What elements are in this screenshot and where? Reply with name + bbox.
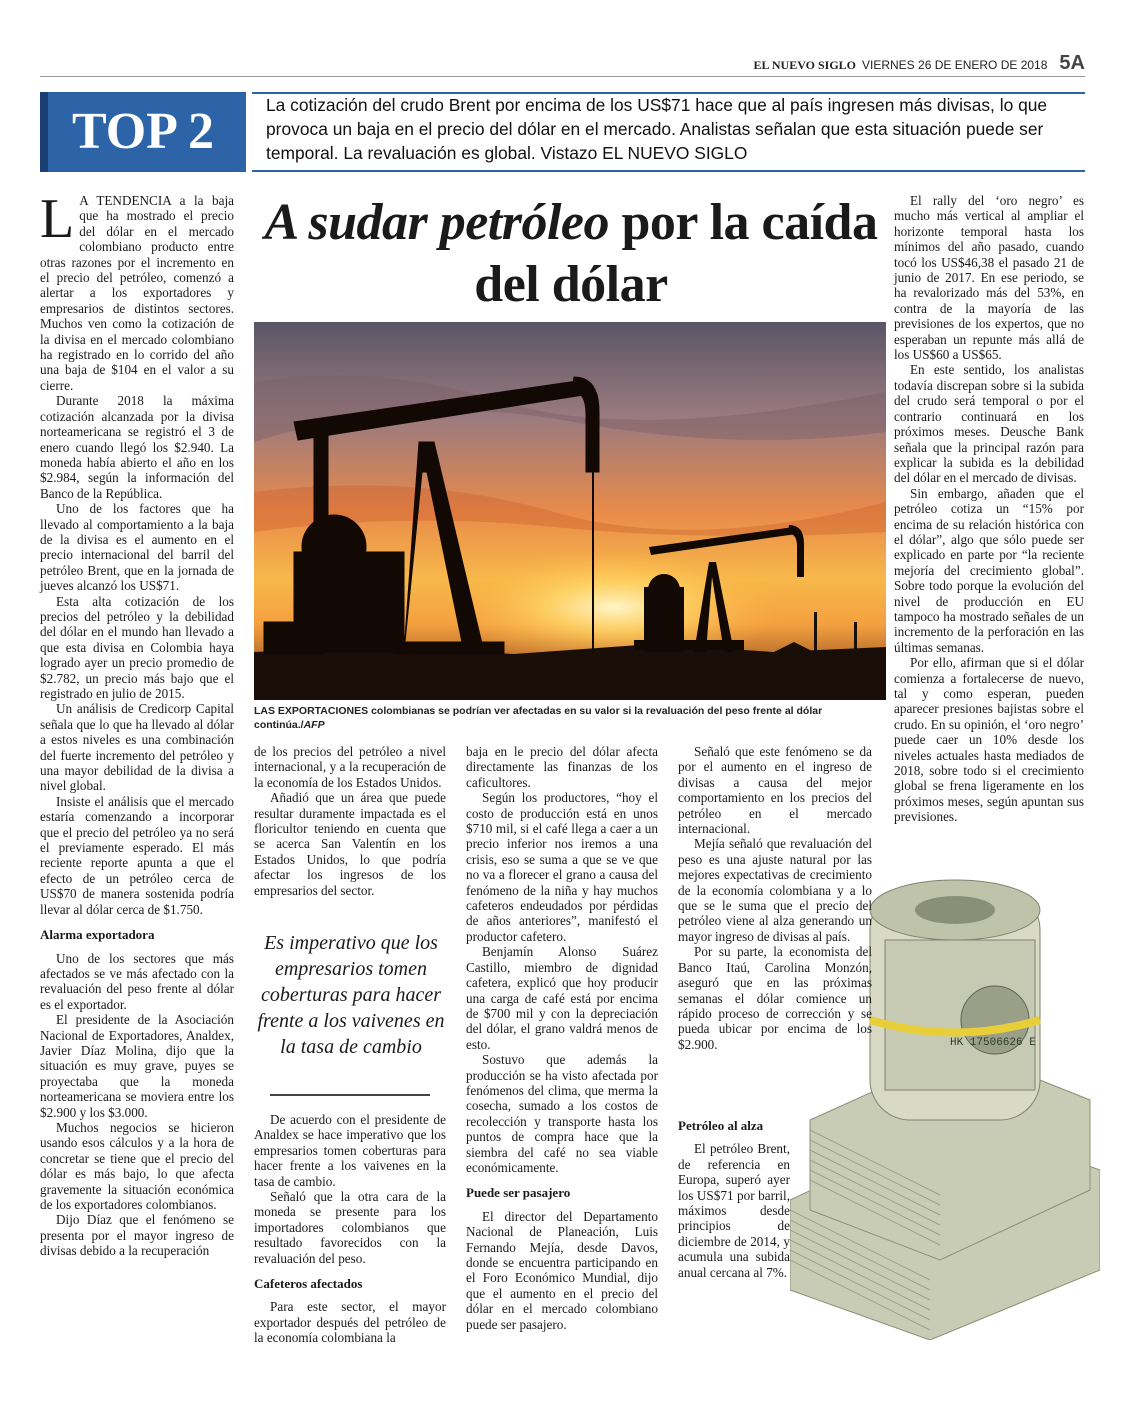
oil-pumpjack-photo xyxy=(254,322,886,700)
pull-quote-rule xyxy=(270,1094,430,1096)
subheading: Puede ser pasajero xyxy=(466,1185,571,1201)
pull-quote: Es imperativo que los empresarios tomen coberturas para hacer frente a los vaivenes en la tasa de cambio xyxy=(257,932,445,1058)
paragraph: de los precios del petróleo a nivel internacional, y a la recuperación de la economía de los Estados Unidos. xyxy=(254,744,446,790)
page-folio xyxy=(754,52,1085,75)
column-2-continued xyxy=(254,1112,446,1346)
paragraph: El rally del ‘oro negro’ es mucho más vertical al ampliar el horizonte temporal hasta los mínimos del año pasado, cuando tocó los US$46,38 el pasado 21 de junio de 2017. En ese periodo, se ha revalorizado más del 53%, en contra de la mayoría de las previsiones de los expertos, que no esperaban un repunte más allá de los US$60 a US$65. xyxy=(894,193,1084,363)
paragraph: Por ello, afirman que si el dólar comienza a fortalecerse de nuevo, tal y como esperan, pueden aparecer presiones bajistas sobre el crudo. En su opinión, el ‘oro negro’ puede caer un 10% desde los niveles actuales hasta mediados de 2018, sobre todo si el crecimiento global se frena ligeramente en los próximos meses, según apuntan sus previsiones. xyxy=(894,655,1084,825)
paragraph: Señaló que la otra cara de la moneda se presente para los importadores colombianos que resultado favorecidos con la revaluación del peso. xyxy=(254,1189,446,1266)
bill-serial: HK 17506626 E xyxy=(950,1037,1036,1049)
paragraph: El presidente de la Asociación Nacional de Exportadores, Analdex, Javier Díaz Molina, dijo que la situación es muy grave, puyes se proyectaba que la moneda norteamericana se moviera entre los $2.900 y los $3.000. xyxy=(40,1012,234,1120)
paragraph: Sostuvo que además la producción se ha visto afectada por fenómenos del clima, que merma la cosecha, sumado a los costos de recolección y transporte hasta los puntos de compra hace que la siembra del café no sea viable económicamente. xyxy=(466,1052,658,1175)
photo-caption: LAS EXPORTACIONES colombianas se podrían ver afectadas en su valor si la revaluación del peso frente al dólar continúa./AFP xyxy=(254,705,823,731)
paragraph: El petróleo Brent, de referencia en Europa, superó ayer los US$71 por barril, máximos desde principios de diciembre de 2014, y acumula una subida anual cercana al 7%. xyxy=(678,1141,790,1280)
issue-date: VIERNES 26 DE ENERO DE 2018 xyxy=(862,58,1048,72)
paragraph: Mejía señaló que revaluación del peso es una ajuste natural por las mejores expectativas de crecimiento de la economía colombiana y a lo que se le suma que el precio del petróleo viene al alza generando un mayor ingreso de divisas al país. xyxy=(678,836,872,944)
paragraph: Para este sector, el mayor exportador después del petróleo de la economía colombiana la xyxy=(254,1299,446,1346)
page-number: 5A xyxy=(1059,52,1085,74)
subheading: Cafeteros afectados xyxy=(254,1276,363,1292)
paragraph: Benjamín Alonso Suárez Castillo, miembro de dignidad cafetera, explicó que hoy producir una carga de café está por encima de $700 mil y con la depreciación del dólar, el grano valdrá menos de esto. xyxy=(466,944,658,1052)
paragraph: Un análisis de Credicorp Capital señala que lo que ha llevado al dólar a estos niveles es una combinación del fuerte incremento del petróleo y una mayor debilidad de la divisa a nivel global. xyxy=(40,701,234,794)
paragraph: Dijo Díaz que el fenómeno se presenta por el mayor ingreso de divisas debido a la recuperación xyxy=(40,1212,234,1259)
drop-cap: L xyxy=(40,188,75,250)
paragraph: Uno de los sectores que más afectados se ve más afectado con la revaluación del peso frente al dólar es el exportador. xyxy=(40,950,234,1012)
subheading: Alarma exportadora xyxy=(40,927,155,943)
paragraph: Añadió que un área que puede resultar duramente impactada es el floricultor teniendo en cuenta que se acerca San Valentín en los Estados Unidos, lo que podría afectar los ingresos de los empresarios del sector. xyxy=(254,790,446,898)
newspaper-name: EL NUEVO SIGLO xyxy=(753,58,856,72)
column-4-continued xyxy=(678,1114,790,1280)
photo-credit: AFP xyxy=(303,719,325,731)
paragraph: Uno de los factores que ha llevado al comportamiento a la baja de la divisa es el aumento en el precio internacional del barril del petróleo Brent, que en la jornada de jueves alcanzó los US$71. xyxy=(40,501,234,594)
paragraph: baja en le precio del dólar afecta directamente las finanzas de los caficultores. xyxy=(466,744,658,790)
paragraph: El director del Departamento Nacional de Planeación, Luis Fernando Mejía, desde Davos, donde se encuentra participando en el Foro Económico Mundial, dijo que el aumento en el precio del dólar en el mercado colombiano puede ser pasajero. xyxy=(466,1208,658,1332)
paragraph: De acuerdo con el presidente de Analdex se hace imperativo que los empresarios tomen coberturas para hacer frente a los vaivenes en la tasa de cambio. xyxy=(254,1112,446,1189)
paragraph: Señaló que este fenómeno se da por el aumento en el ingreso de divisas a causa del mejor comportamiento en los precios del petróleo en el mercado internacional. xyxy=(678,744,872,837)
subheading: Petróleo al alza xyxy=(678,1118,764,1133)
top-rule xyxy=(40,76,1085,77)
paragraph: L A TENDENCIA a la baja que ha mostrado el precio del dólar en el mercado colombiano producto entre otras razones por el incremento en el precio del petróleo, comenzó a alertar a los exportadores y empresarios de distintos sectores. Muchos ven como la cotización de la divisa en el mercado colombiano ha registrado en lo corrido del año una baja de $104 en el valor a su cierre. xyxy=(40,188,234,393)
lead-summary: La cotización del crudo Brent por encima de los US$71 hace que al país ingresen más divisas, lo que provoca un baja en el precio del dólar en el mercado. Analistas señalan que esta situación puede ser temporal. La revaluación es global. Vistazo EL NUEVO SIGLO xyxy=(266,95,1048,163)
column-4 xyxy=(678,744,872,1052)
paragraph: Por su parte, la economista del Banco Itaú, Carolina Monzón, aseguró que en las próximas semanas el dólar comience un rápido proceso de corrección y se pueda ubicar por encima de los $2.900. xyxy=(678,944,872,1052)
column-5 xyxy=(894,193,1084,825)
column-1 xyxy=(40,188,234,1259)
section-label: TOP 2 xyxy=(40,92,246,172)
paragraph: Según los productores, “hoy el costo de producción está en unos $710 mil, si el café llega a caer a un precio inferior nos iremos a una crisis, eso se suma a que se ve que no va a florecer el grano a causa del fenómeno de la niña y hay muchos cafeteros endeudados por pérdidas de años anteriores”, manifestó el productor cafetero. xyxy=(466,790,658,944)
column-2 xyxy=(254,744,446,898)
paragraph: Sin embargo, añaden que el petróleo cotiza un “15% por encima de su relación histórica con el dólar”, algo que sólo puede ser explicado en parte por “la reciente mejoría del crecimiento global”. Sobre todo porque la evolución del nivel de producción en EU tampoco ha mostrado señales de un incremento de la perforación en las últimas semanas. xyxy=(894,485,1084,655)
paragraph: En este sentido, los analistas todavía discrepan sobre si la subida del crudo será temporal o por el contrario continuará en los próximos meses. Deusche Bank señala que la principal razón para explicar la subida es la debilidad del dólar en el mercado de divisas. xyxy=(894,362,1084,486)
paragraph: Esta alta cotización de los precios del petróleo y la debilidad del dólar en el mundo han llevado a que esta divisa en Colombia haya logrado ayer un precio promedio de $2.782, un precio más bajo que el registrado en julio de 2015. xyxy=(40,593,234,701)
paragraph: Durante 2018 la máxima cotización alcanzada por la divisa norteamericana se registró el 3 de enero cuando llegó los $2.940. La moneda había abierto el año en los $2.984, según la información del Banco de la República. xyxy=(40,393,234,501)
headline: A sudar petróleo por la caída del dólar xyxy=(264,194,878,313)
column-3 xyxy=(466,744,658,1332)
paragraph: Insiste el análisis que el mercado estaría comenzando a incorporar que el precio del petróleo ya no será el previamente esperado. El más reciente reporte apunta a que el efecto de un petróleo cerca de US$70 de manera sostenida podría llevar al dólar cerca de $1.750. xyxy=(40,793,234,917)
paragraph: Muchos negocios se hicieron usando esos cálculos y a la hora de concretar se tiene que el precio del dólar es más bajo, lo que afecta gravemente la situación económica de los exportadores colombianos. xyxy=(40,1119,234,1212)
